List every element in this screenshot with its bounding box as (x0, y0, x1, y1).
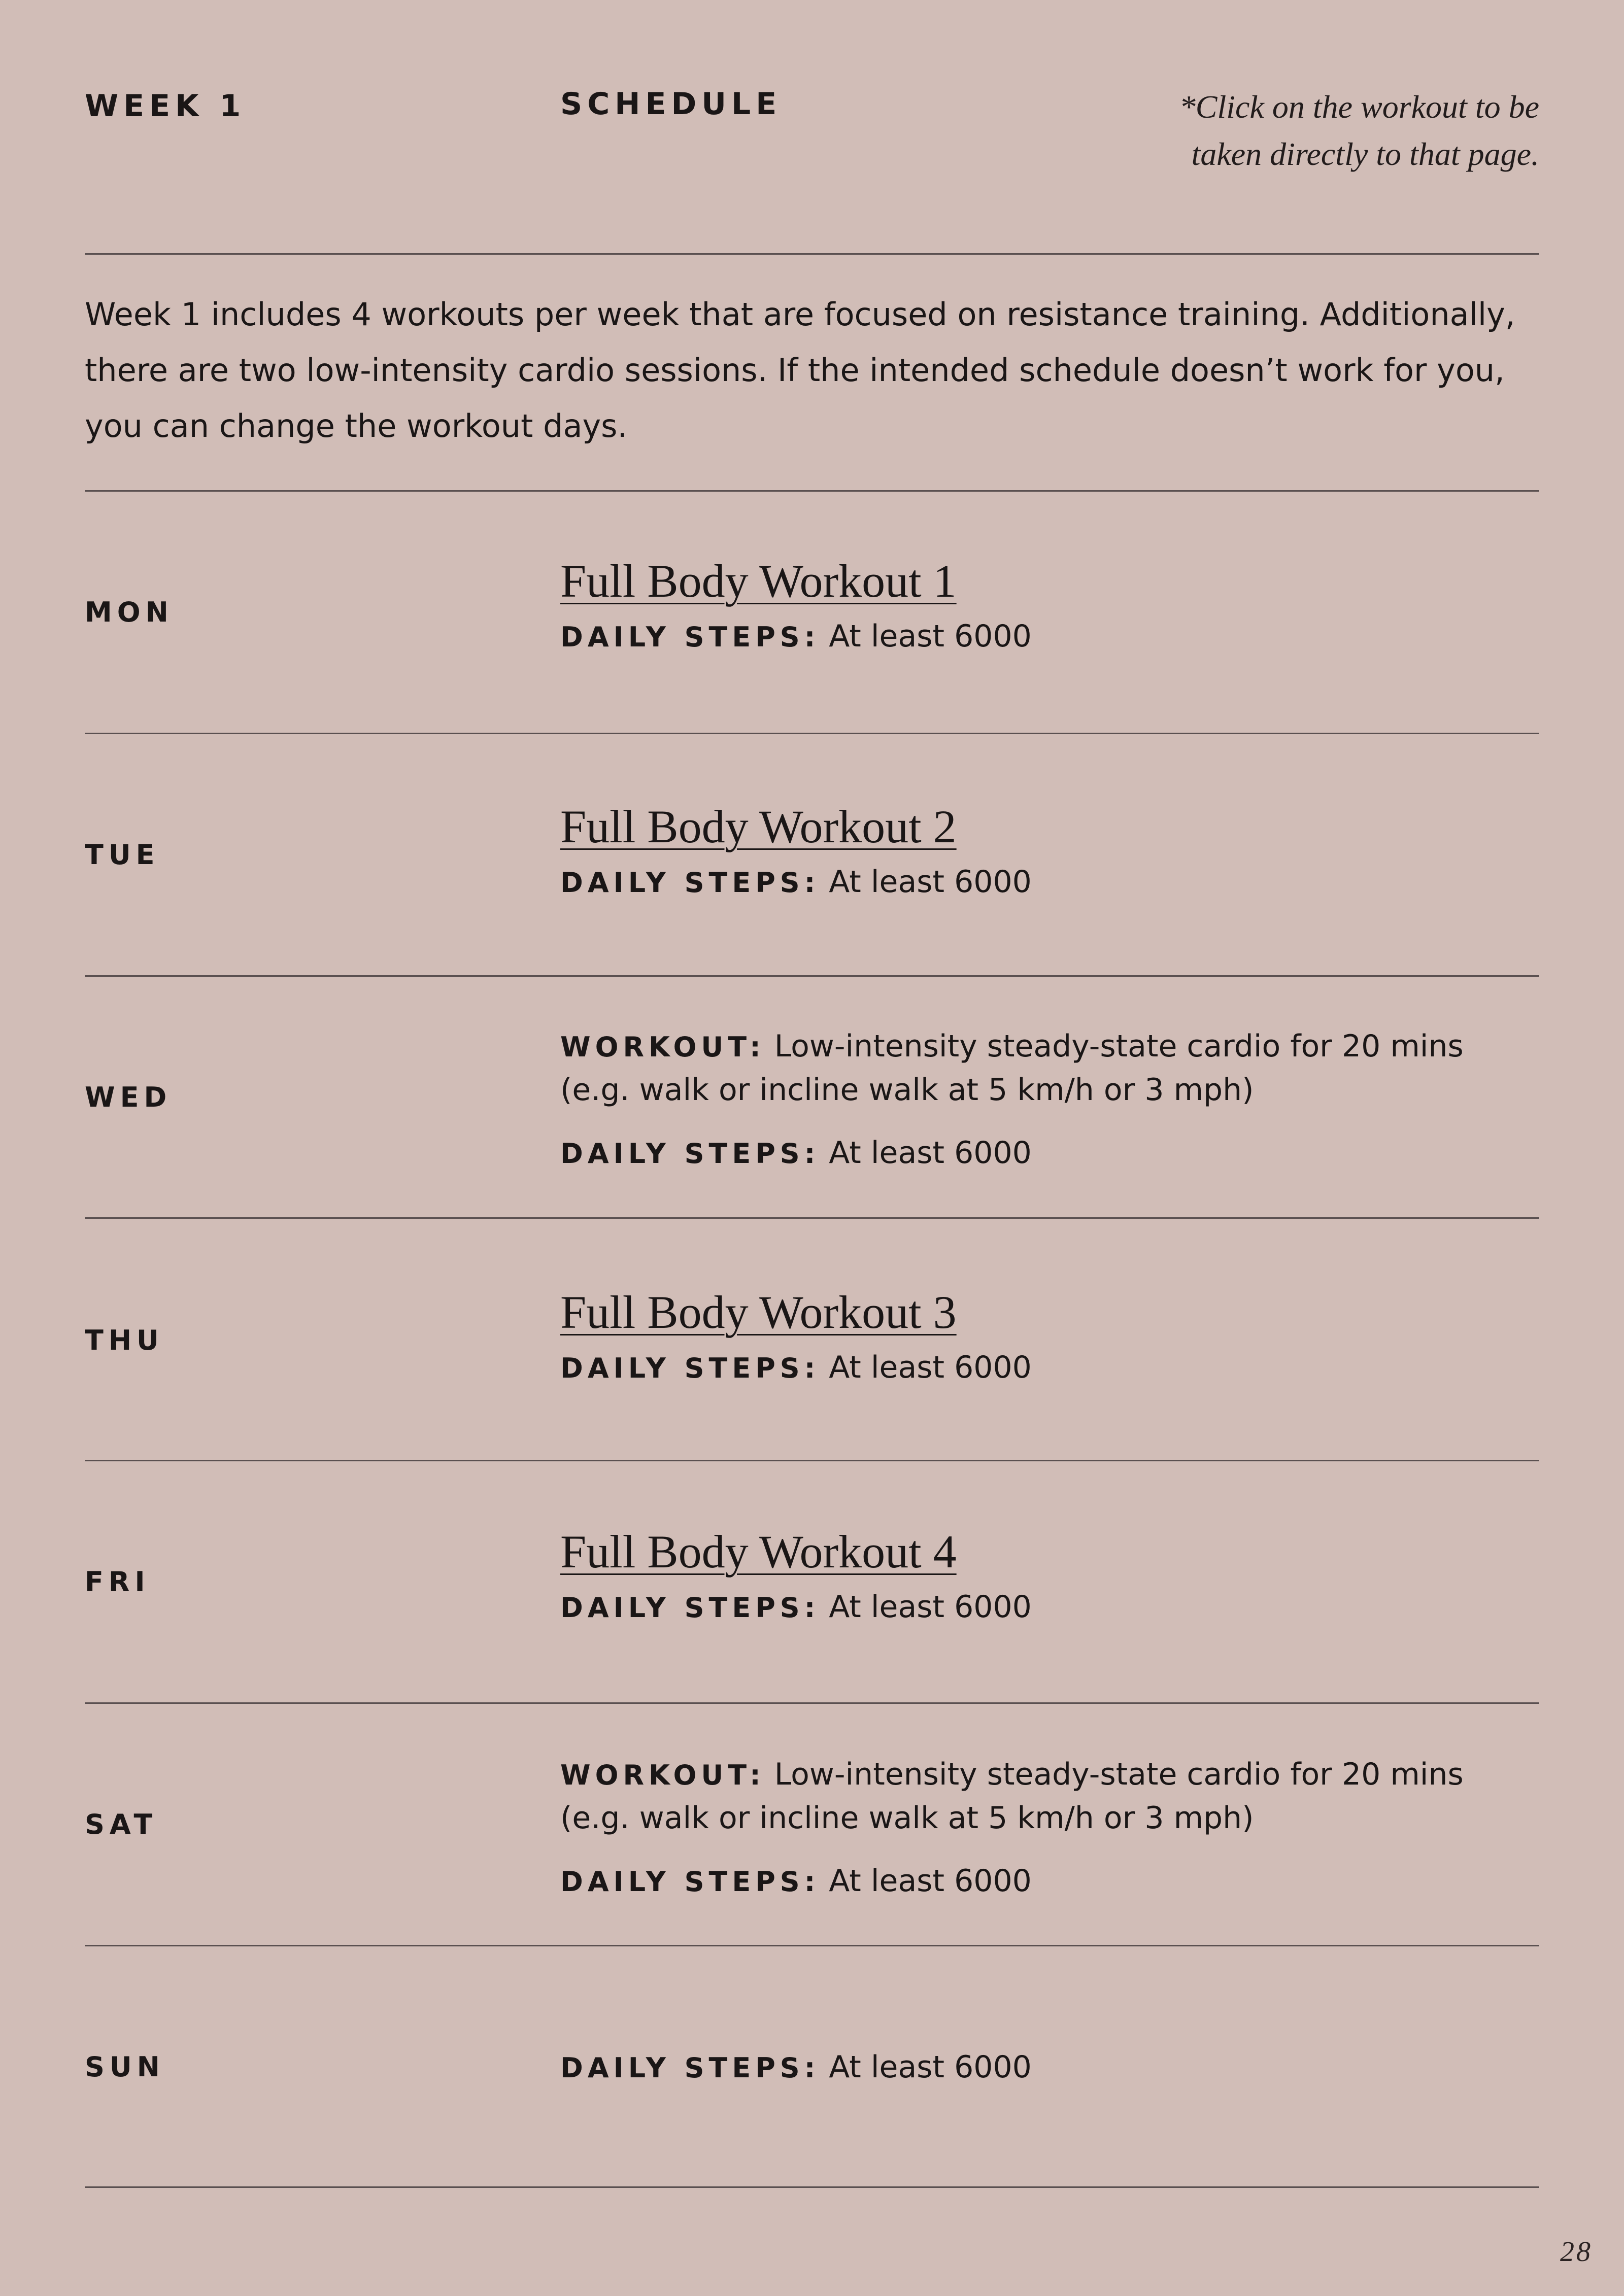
daily-steps-row (560, 1860, 1555, 1903)
page-number: 28 (1560, 2236, 1593, 2268)
divider (85, 733, 1539, 734)
day-label-sat: SAT (85, 1808, 158, 1840)
workout-label: WORKOUT: (560, 1031, 765, 1063)
full-body-workout-3-link[interactable]: Full Body Workout 3 (560, 1286, 957, 1338)
day-label-thu: THU (85, 1324, 164, 1356)
thu-content (560, 1284, 1555, 1390)
divider (85, 1702, 1539, 1704)
daily-steps-value: At least 6000 (829, 864, 1032, 900)
mon-content (560, 553, 1555, 659)
click-note-line-2: taken directly to that page. (1191, 136, 1539, 172)
workout-description: Low-intensity steady-state cardio for 20 mins (774, 1757, 1464, 1792)
click-note-line-1: *Click on the workout to be (1179, 89, 1539, 125)
workout-row (560, 1025, 1555, 1069)
day-label-fri: FRI (85, 1566, 150, 1598)
daily-steps-row (560, 861, 1555, 904)
sun-content (560, 2046, 1555, 2089)
tue-content (560, 799, 1555, 904)
divider (85, 1460, 1539, 1461)
daily-steps-label: DAILY STEPS: (560, 621, 820, 653)
divider (85, 1945, 1539, 1946)
day-label-tue: TUE (85, 839, 160, 871)
intro-line-1: Week 1 includes 4 workouts per week that are focused on resistance training. Additionally, (85, 296, 1515, 333)
full-body-workout-2-link[interactable]: Full Body Workout 2 (560, 801, 957, 852)
sat-content (560, 1753, 1555, 1903)
daily-steps-row (560, 1586, 1555, 1629)
daily-steps-label: DAILY STEPS: (560, 1592, 820, 1624)
daily-steps-row (560, 1132, 1555, 1175)
workout-label: WORKOUT: (560, 1759, 765, 1791)
daily-steps-row (560, 2046, 1555, 2089)
daily-steps-label: DAILY STEPS: (560, 1866, 820, 1898)
week-title: WEEK 1 (85, 88, 246, 124)
day-label-mon: MON (85, 596, 174, 628)
click-note (1082, 83, 1539, 178)
full-body-workout-4-link[interactable]: Full Body Workout 4 (560, 1526, 957, 1578)
day-label-wed: WED (85, 1081, 172, 1113)
divider (85, 2186, 1539, 2188)
day-label-sun: SUN (85, 2051, 165, 2083)
daily-steps-value: At least 6000 (829, 1589, 1032, 1625)
intro-line-3: you can change the workout days. (85, 407, 628, 444)
intro-paragraph (85, 287, 1546, 454)
daily-steps-value: At least 6000 (829, 1135, 1032, 1171)
daily-steps-value: At least 6000 (829, 1863, 1032, 1899)
daily-steps-row (560, 615, 1555, 659)
workout-description: Low-intensity steady-state cardio for 20 mins (774, 1029, 1464, 1064)
full-body-workout-1-link[interactable]: Full Body Workout 1 (560, 555, 957, 607)
daily-steps-value: At least 6000 (829, 2049, 1032, 2085)
daily-steps-label: DAILY STEPS: (560, 1138, 820, 1170)
workout-detail: (e.g. walk or incline walk at 5 km/h or 3 mph) (560, 1800, 1254, 1836)
workout-detail: (e.g. walk or incline walk at 5 km/h or 3 mph) (560, 1072, 1254, 1108)
divider (85, 253, 1539, 255)
wed-content (560, 1025, 1555, 1175)
divider (85, 490, 1539, 492)
daily-steps-label: DAILY STEPS: (560, 2052, 820, 2084)
daily-steps-value: At least 6000 (829, 1350, 1032, 1385)
section-title: SCHEDULE (560, 86, 782, 122)
daily-steps-value: At least 6000 (829, 619, 1032, 654)
daily-steps-label: DAILY STEPS: (560, 1352, 820, 1384)
intro-line-2: there are two low-intensity cardio sessions. If the intended schedule doesn’t work for you, (85, 352, 1505, 389)
daily-steps-row (560, 1346, 1555, 1390)
divider (85, 1217, 1539, 1219)
daily-steps-label: DAILY STEPS: (560, 867, 820, 899)
fri-content (560, 1524, 1555, 1629)
divider (85, 975, 1539, 977)
workout-row (560, 1753, 1555, 1797)
